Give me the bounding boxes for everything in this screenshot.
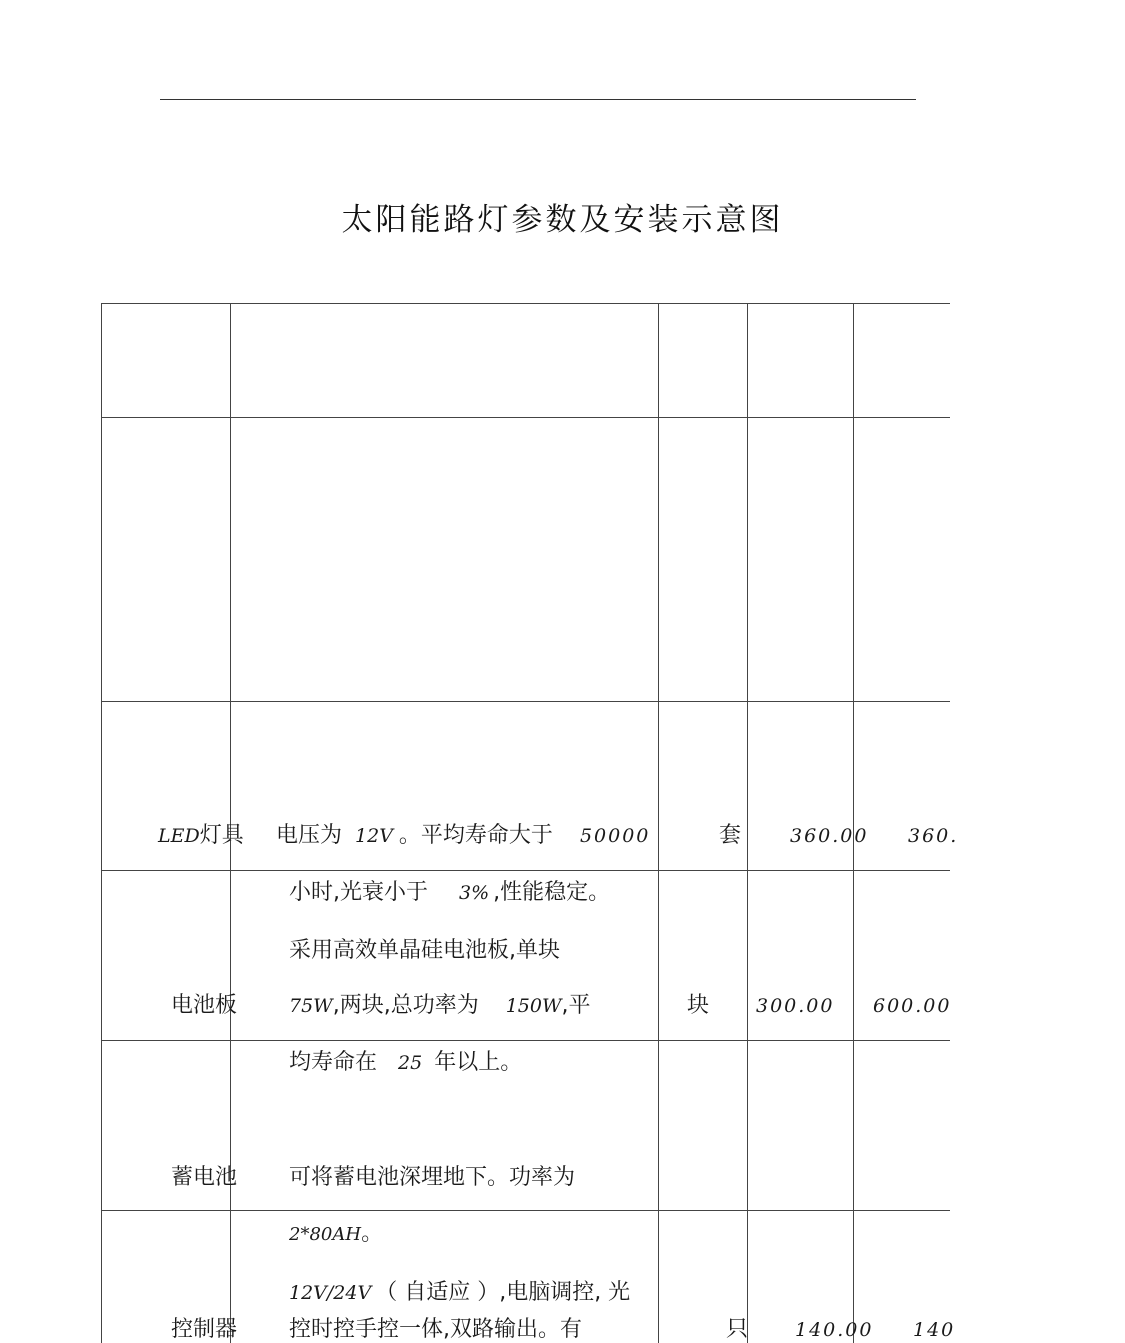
- led-price: 360.00: [790, 825, 869, 847]
- controller-desc-line2: 控时控手控一体,双路输出。有: [289, 1317, 582, 1342]
- table-hline: [101, 1210, 950, 1211]
- panel-unit: 块: [687, 993, 710, 1018]
- controller-l1-b: ,电脑调控, 光: [499, 1280, 631, 1305]
- battery-l2-b: 。: [361, 1221, 384, 1246]
- led-cont-a: 小时,光衰小于: [289, 880, 428, 905]
- led-desc-line2: [289, 880, 610, 906]
- controller-price: 140.00: [795, 1319, 874, 1341]
- panel-desc-line3: [289, 1050, 522, 1076]
- led-desc-b: 。平均寿命大于: [398, 823, 553, 848]
- table-hline: [101, 303, 950, 304]
- panel-l3-a: 均寿命在: [289, 1050, 378, 1075]
- led-decay: 3%: [459, 882, 490, 904]
- header-rule: [160, 99, 916, 100]
- table-hline: [101, 417, 950, 418]
- battery-capacity: 2*80AH: [289, 1224, 362, 1245]
- table-vline: [658, 303, 659, 1343]
- led-name: [158, 823, 244, 849]
- panel-price: 300.00: [756, 995, 835, 1017]
- panel-desc-a: ,两块,总功率为: [332, 993, 479, 1018]
- controller-adaptive: （ 自适应 ）: [375, 1280, 500, 1305]
- table-hline: [101, 701, 950, 702]
- page-title: 太阳能路灯参数及安装示意图: [341, 202, 784, 238]
- table-hline: [101, 870, 950, 871]
- panel-total: 600.00: [873, 995, 952, 1017]
- panel-watt-total: 150W: [505, 995, 562, 1017]
- led-desc-a: 电压为: [276, 823, 343, 848]
- battery-desc-line1: 可将蓄电池深埋地下。功率为: [289, 1165, 576, 1190]
- led-total: 360.: [908, 825, 959, 847]
- controller-unit: 只: [726, 1317, 749, 1342]
- led-name-prefix: LED: [158, 825, 200, 847]
- led-name-suffix: 灯具: [199, 823, 244, 848]
- led-lifetime: 50000: [579, 825, 651, 847]
- panel-desc-line1: 采用高效单晶硅电池板,单块: [289, 938, 560, 963]
- panel-watt-single: 75W: [289, 995, 333, 1017]
- led-desc-line1: [276, 823, 650, 849]
- panel-l3-b: 年以上。: [434, 1050, 523, 1075]
- controller-desc-line1: [289, 1280, 630, 1306]
- led-cont-b: ,性能稳定。: [493, 880, 611, 905]
- table-vline: [101, 303, 102, 1343]
- controller-name: 控制器: [171, 1317, 238, 1342]
- controller-total: 140: [913, 1319, 956, 1341]
- table-hline: [101, 1040, 950, 1041]
- panel-desc-b: ,平: [561, 993, 591, 1018]
- led-unit: 套: [719, 823, 742, 848]
- controller-voltage: 12V/24V: [289, 1282, 372, 1304]
- battery-desc-line2: [289, 1221, 383, 1248]
- panel-name: 电池板: [171, 993, 238, 1018]
- battery-name: 蓄电池: [171, 1165, 238, 1190]
- panel-life-years: 25: [398, 1052, 423, 1074]
- table-vline: [747, 303, 748, 1343]
- led-voltage: 12V: [355, 825, 393, 847]
- panel-desc-line2: [289, 993, 591, 1019]
